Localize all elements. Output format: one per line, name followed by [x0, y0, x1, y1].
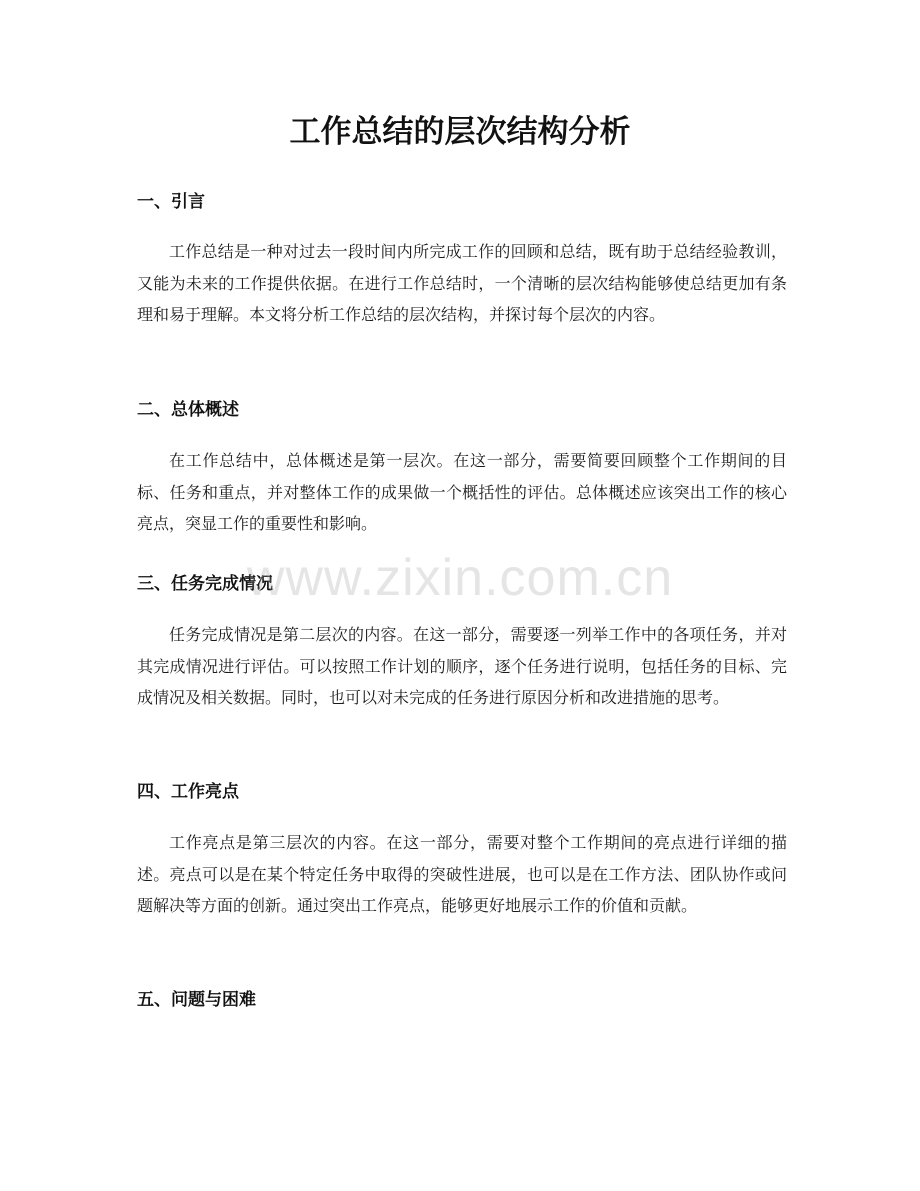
- watermark: www.zixin.com.cn: [246, 549, 674, 607]
- section-body-highlights: 工作亮点是第三层次的内容。在这一部分，需要对整个工作期间的亮点进行详细的描述。亮点可以是在某个特定任务中取得的突破性进展，也可以是在工作方法、团队协作或问题解决等方面的创新。通过突出工作亮点，能够更好地展示工作的价值和贡献。: [137, 833, 787, 915]
- section-body-task-completion: 任务完成情况是第二层次的内容。在这一部分，需要逐一列举工作中的各项任务，并对其完成情况进行评估。可以按照工作计划的顺序，逐个任务进行说明，包括任务的目标、完成情况及相关数据。同时，也可以对未完成的任务进行原因分析和改进措施的思考。: [137, 625, 787, 707]
- section-heading-problems: 五、问题与困难: [137, 990, 256, 1010]
- section-body-overview: 在工作总结中，总体概述是第一层次。在这一部分，需要简要回顾整个工作期间的目标、任务和重点，并对整体工作的成果做一个概括性的评估。总体概述应该突出工作的核心亮点，突显工作的重要性和影响。: [137, 451, 787, 533]
- section-heading-overview: 二、总体概述: [137, 400, 239, 420]
- document-title: 工作总结的层次结构分析: [289, 114, 631, 150]
- section-body-introduction: 工作总结是一种对过去一段时间内所完成工作的回顾和总结，既有助于总结经验教训，又能为未来的工作提供依据。在进行工作总结时，一个清晰的层次结构能够使总结更加有条理和易于理解。本文将分析工作总结的层次结构，并探讨每个层次的内容。: [137, 242, 787, 324]
- section-heading-introduction: 一、引言: [137, 192, 205, 212]
- section-heading-task-completion: 三、任务完成情况: [137, 574, 273, 594]
- section-heading-highlights: 四、工作亮点: [137, 782, 239, 802]
